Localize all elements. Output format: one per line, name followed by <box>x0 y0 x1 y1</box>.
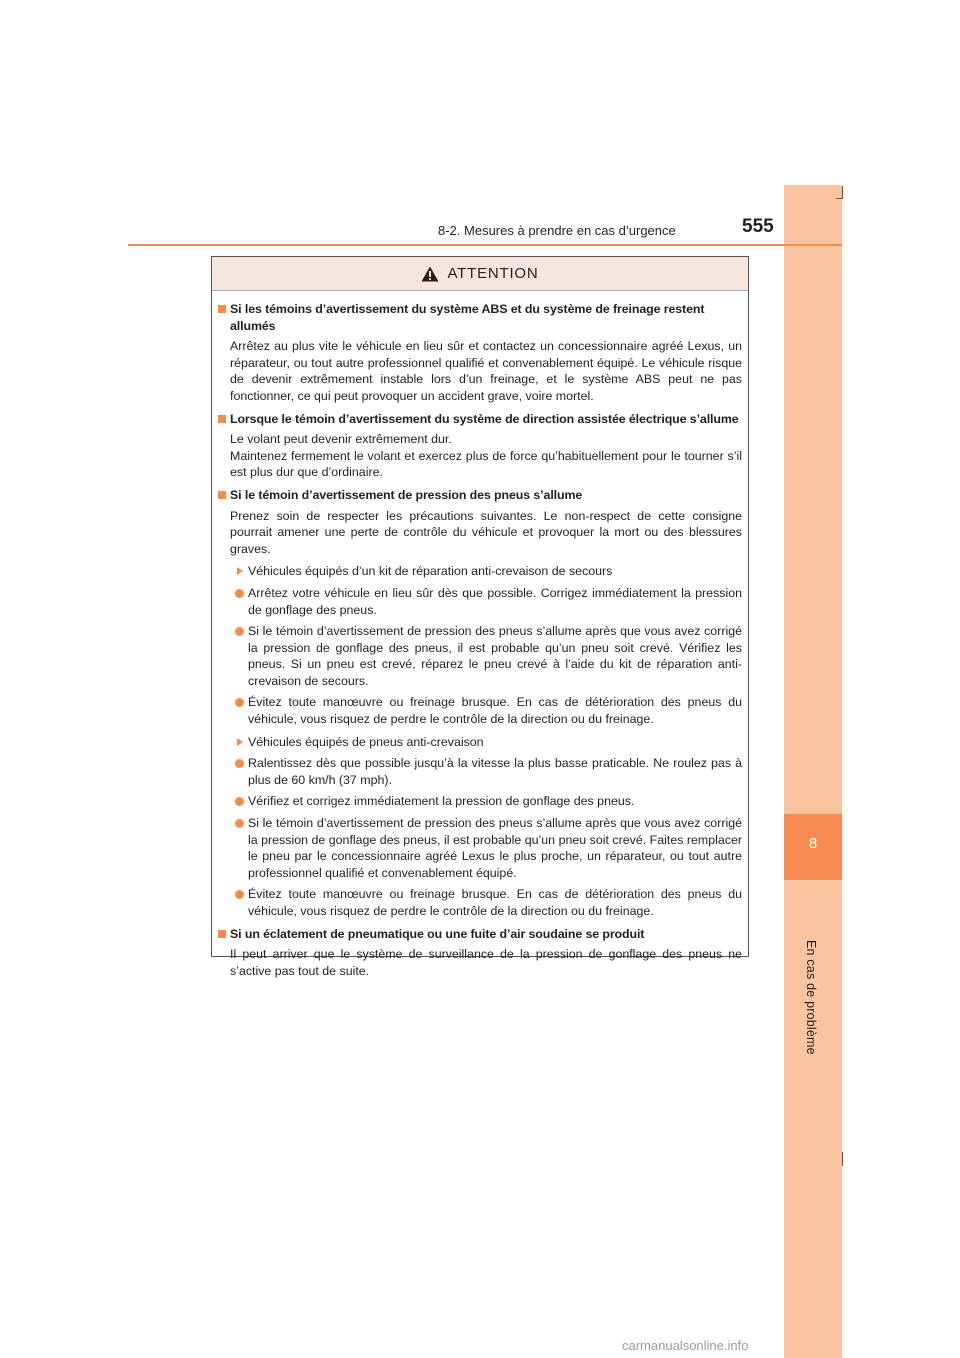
bullet-dot-icon <box>235 819 244 828</box>
bullet-dot-icon <box>235 627 244 636</box>
square-bullet-icon <box>218 491 226 499</box>
page-number: 555 <box>742 216 774 237</box>
attention-title: ATTENTION <box>447 265 539 282</box>
list-item: Si le témoin d’avertissement de pression des pneus s’allume après que vous avez corrigé la pression de gonflage des pneus, il est probable qu’un pneu soit crevé. Vérifiez les pneus. Si un pneu est crevé, réparez le pneu crevé à l’aide du kit de réparation anti-crevaison de secours. <box>218 623 742 689</box>
crop-mark-bottom <box>842 1152 843 1166</box>
attention-header <box>212 257 748 291</box>
list-item: Arrêtez votre véhicule en lieu sûr dès que possible. Corrigez immédiatement la pression de gonflage des pneus. <box>218 585 742 618</box>
bullet-dot-icon <box>235 589 244 598</box>
crop-mark-top-h <box>836 198 843 199</box>
bullet-dot-icon <box>235 698 244 707</box>
bullet-dot-icon <box>235 759 244 768</box>
section-heading-steering: Lorsque le témoin d’avertissement du système de direction assistée électrique s’allume <box>218 411 742 428</box>
bullet-dot-icon <box>235 797 244 806</box>
list-item: Évitez toute manœuvre ou freinage brusque. En cas de détérioration des pneus du véhicule, vous risquez de perdre le contrôle de la direction ou du freinage. <box>218 694 742 727</box>
square-bullet-icon <box>218 930 226 938</box>
bullet-dot-icon <box>235 890 244 899</box>
list-item: Évitez toute manœuvre ou freinage brusque. En cas de détérioration des pneus du véhicule, vous risquez de perdre le contrôle de la direction ou du freinage. <box>218 886 742 919</box>
section-paragraph: Prenez soin de respecter les précautions suivantes. Le non-respect de cette consigne pourrait amener une perte de contrôle du véhicule et provoquer la mort ou des blessures graves. <box>230 508 742 556</box>
arrow-right-icon <box>237 567 243 575</box>
list-item: Si le témoin d’avertissement de pression des pneus s’allume après que vous avez corrigé la pression de gonflage des pneus, il est probable qu’un pneu soit crevé. Faites remplacer le pneu par le concessionnaire agréé Lexus le plus proche, un réparateur, ou tout autre professionnel qualifié et convenablement équipé. <box>218 815 742 881</box>
crop-mark-top <box>842 186 843 198</box>
subgroup-label: Véhicules équipés d’un kit de réparation anti-crevaison de secours <box>218 563 742 580</box>
section-paragraph: Le volant peut devenir extrêmement dur. <box>230 432 452 447</box>
section-title: 8-2. Mesures à prendre en cas d’urgence <box>438 223 676 238</box>
square-bullet-icon <box>218 305 226 313</box>
section-paragraph: Maintenez fermement le volant et exercez plus de force qu’habituellement pour le tourner s’il est plus dur que d’ordinaire. <box>230 448 742 480</box>
chapter-label: En cas de problème <box>804 940 818 1055</box>
section-heading-blowout: Si un éclatement de pneumatique ou une fuite d’air soudaine se produit <box>218 926 742 943</box>
square-bullet-icon <box>218 415 226 423</box>
attention-body <box>212 291 748 979</box>
chapter-number: 8 <box>808 835 818 852</box>
list-item: Ralentissez dès que possible jusqu’à la vitesse la plus basse praticable. Ne roulez pas à plus de 60 km/h (37 mph). <box>218 755 742 788</box>
header-rule <box>128 244 842 246</box>
attention-box <box>211 256 749 978</box>
arrow-right-icon <box>237 738 243 746</box>
chapter-side-tab <box>784 185 842 1358</box>
section-heading-tire-pressure: Si le témoin d’avertissement de pression des pneus s’allume <box>218 487 742 504</box>
subgroup-label: Véhicules équipés de pneus anti-crevaison <box>218 734 742 751</box>
section-paragraph: Il peut arriver que le système de surveillance de la pression de gonflage des pneus ne s’active pas tout de suite. <box>230 947 742 978</box>
list-item: Vérifiez et corrigez immédiatement la pression de gonflage des pneus. <box>218 793 742 810</box>
section-heading-abs: Si les témoins d’avertissement du système ABS et du système de freinage restent allumés <box>218 301 742 334</box>
section-paragraph: Arrêtez au plus vite le véhicule en lieu sûr et contactez un concessionnaire agréé Lexus, un réparateur, ou tout autre professionnel qualifié et convenablement équipé. Le véhicule risque de devenir extrêmement instable lors d’un freinage, et le système ABS peut ne pas fonctionner, ce qui peut provoquer un accident grave, voire mortel. <box>230 339 742 403</box>
watermark: carmanualsonline.info <box>622 1338 749 1353</box>
warning-triangle-icon <box>421 266 439 282</box>
